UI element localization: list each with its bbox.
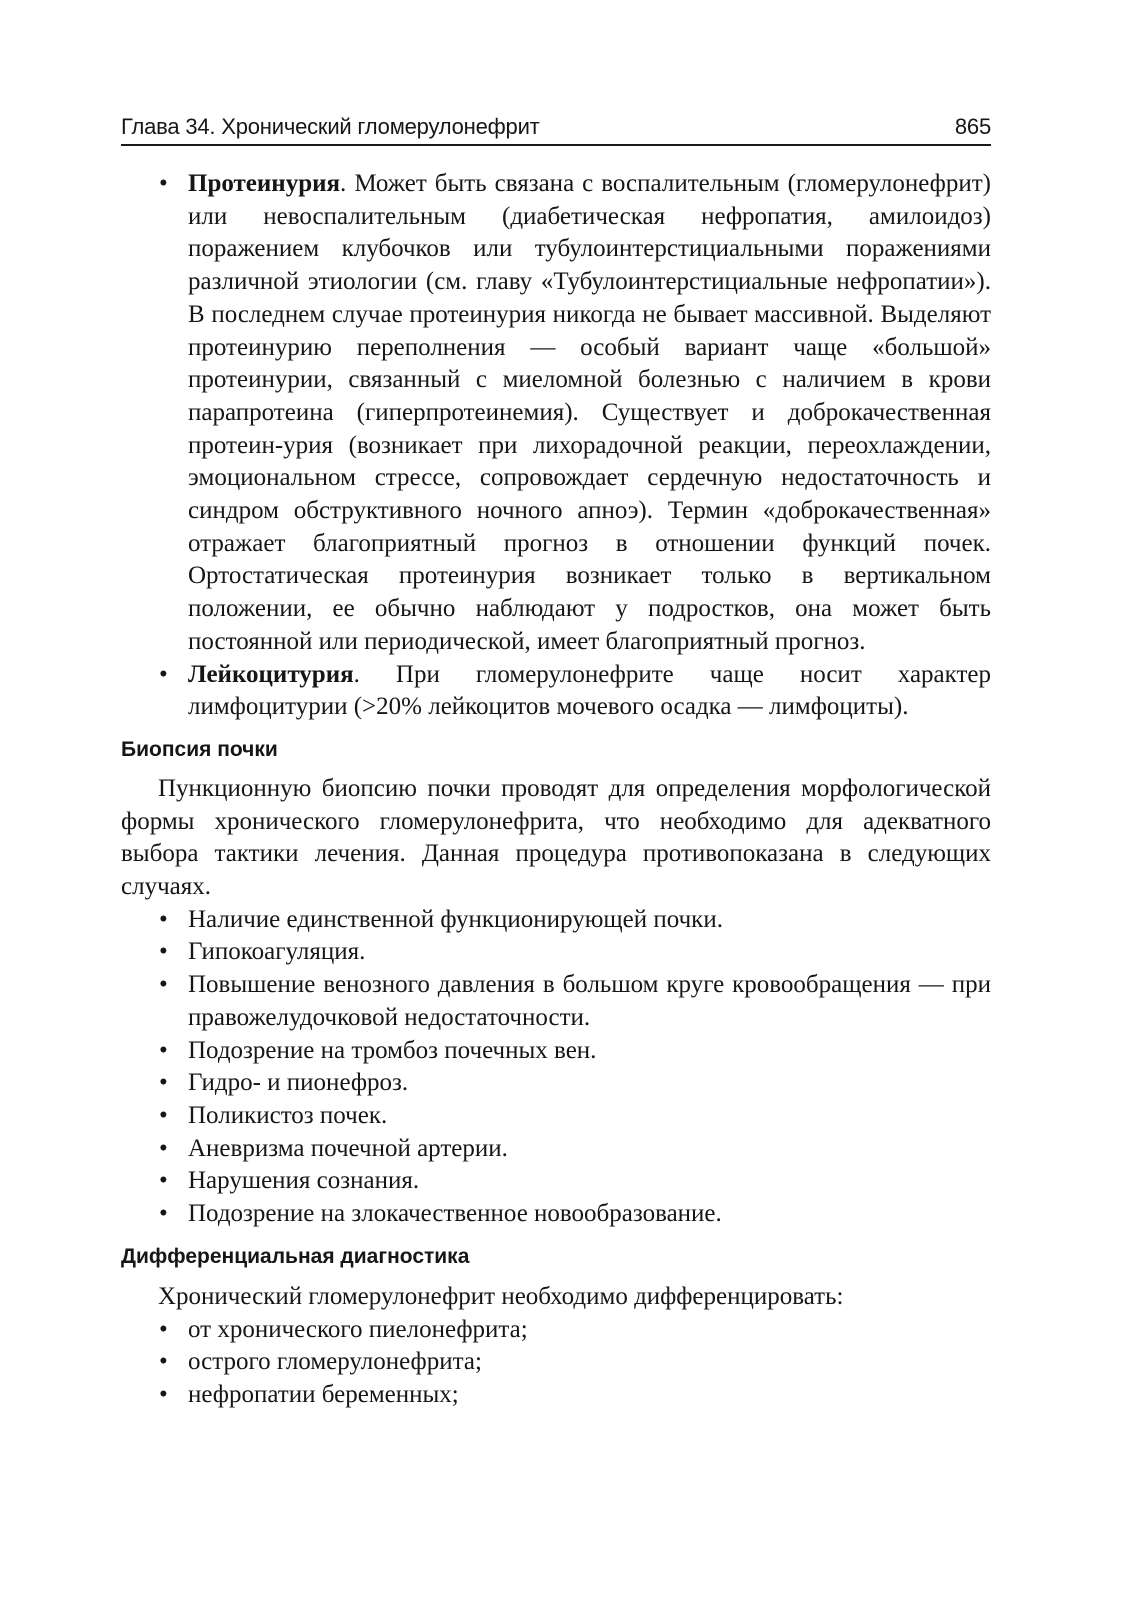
list-item: • Гипокоагуляция. <box>121 936 991 969</box>
list-item: • Аневризма почечной артерии. <box>121 1133 991 1166</box>
list-item: • Наличие единственной функционирующей почки. <box>121 904 991 937</box>
proteinuria-text: . Может быть связана с воспалительным (гломерулонефрит) или невоспалительным (диабетическая нефропатия, амилоидоз) поражением клубочков или тубулоинтерстициальными поражениями различной этиологии (см. главу «Тубулоинтерстициальные нефропатии»). В последнем случае протеинурия никогда не бывает массивной. Выделяют протеинурию переполнения — особый вариант чаще «большой» протеинурии, связанный с миеломной болезнью с наличием в крови парапротеина (гиперпротеинемия). Существует и доброкачественная протеин-урия (возникает при лихорадочной реакции, переохлаждении, эмоциональном стрессе, сопровождает сердечную недостаточность и синдром обструктивного ночного апноэ). Термин «доброкачественная» отражает благоприятный прогноз в отношении функций почек. Ортостатическая протеинурия возникает только в вертикальном положении, ее обычно наблюдают у подростков, она может быть постоянной или периодической, имеет благоприятный прогноз. <box>188 170 991 655</box>
list-item: • Повышение венозного давления в большом круге кровообращения — при правожелудочковой недостаточности. <box>121 969 991 1034</box>
page-body <box>121 168 991 1412</box>
list-item: • острого гломерулонефрита; <box>121 1346 991 1379</box>
list-item: • Поликистоз почек. <box>121 1100 991 1133</box>
leukocyturia-text: . При гломерулонефрите чаще носит характер лимфоцитурии (>20% лейкоцитов мочевого осадка — лимфоциты). <box>188 660 991 721</box>
chapter-title: Глава 34. Хронический гломерулонефрит <box>121 114 540 139</box>
biopsy-intro: Пункционную биопсию почки проводят для определения морфологической формы хронического гломерулонефрита, что необходимо для адекватного выбора тактики лечения. Данная процедура противопоказана в следующих случаях. <box>121 774 991 901</box>
differential-list <box>121 1314 991 1412</box>
list-item: • Гидро- и пионефроз. <box>121 1067 991 1100</box>
list-item: • Нарушения сознания. <box>121 1165 991 1198</box>
symptom-list <box>121 168 991 724</box>
running-header <box>121 108 991 146</box>
list-item: • Подозрение на злокачественное новообразование. <box>121 1198 991 1231</box>
differential-intro: Хронический гломерулонефрит необходимо дифференцировать: <box>158 1282 844 1310</box>
term-proteinuria: Протеинурия <box>188 170 341 197</box>
section-heading-biopsy: Биопсия почки <box>121 737 278 761</box>
list-item: • от хронического пиелонефрита; <box>121 1314 991 1347</box>
list-item: • Подозрение на тромбоз почечных вен. <box>121 1035 991 1068</box>
contraindication-list <box>121 904 991 1231</box>
list-item: • нефропатии беременных; <box>121 1379 991 1412</box>
section-heading-differential: Дифференциальная диагностика <box>121 1244 470 1268</box>
page-number: 865 <box>954 114 991 139</box>
term-leukocyturia: Лейкоцитурия <box>188 660 354 688</box>
list-item-leukocyturia <box>121 659 991 724</box>
list-item-proteinuria <box>121 168 991 659</box>
